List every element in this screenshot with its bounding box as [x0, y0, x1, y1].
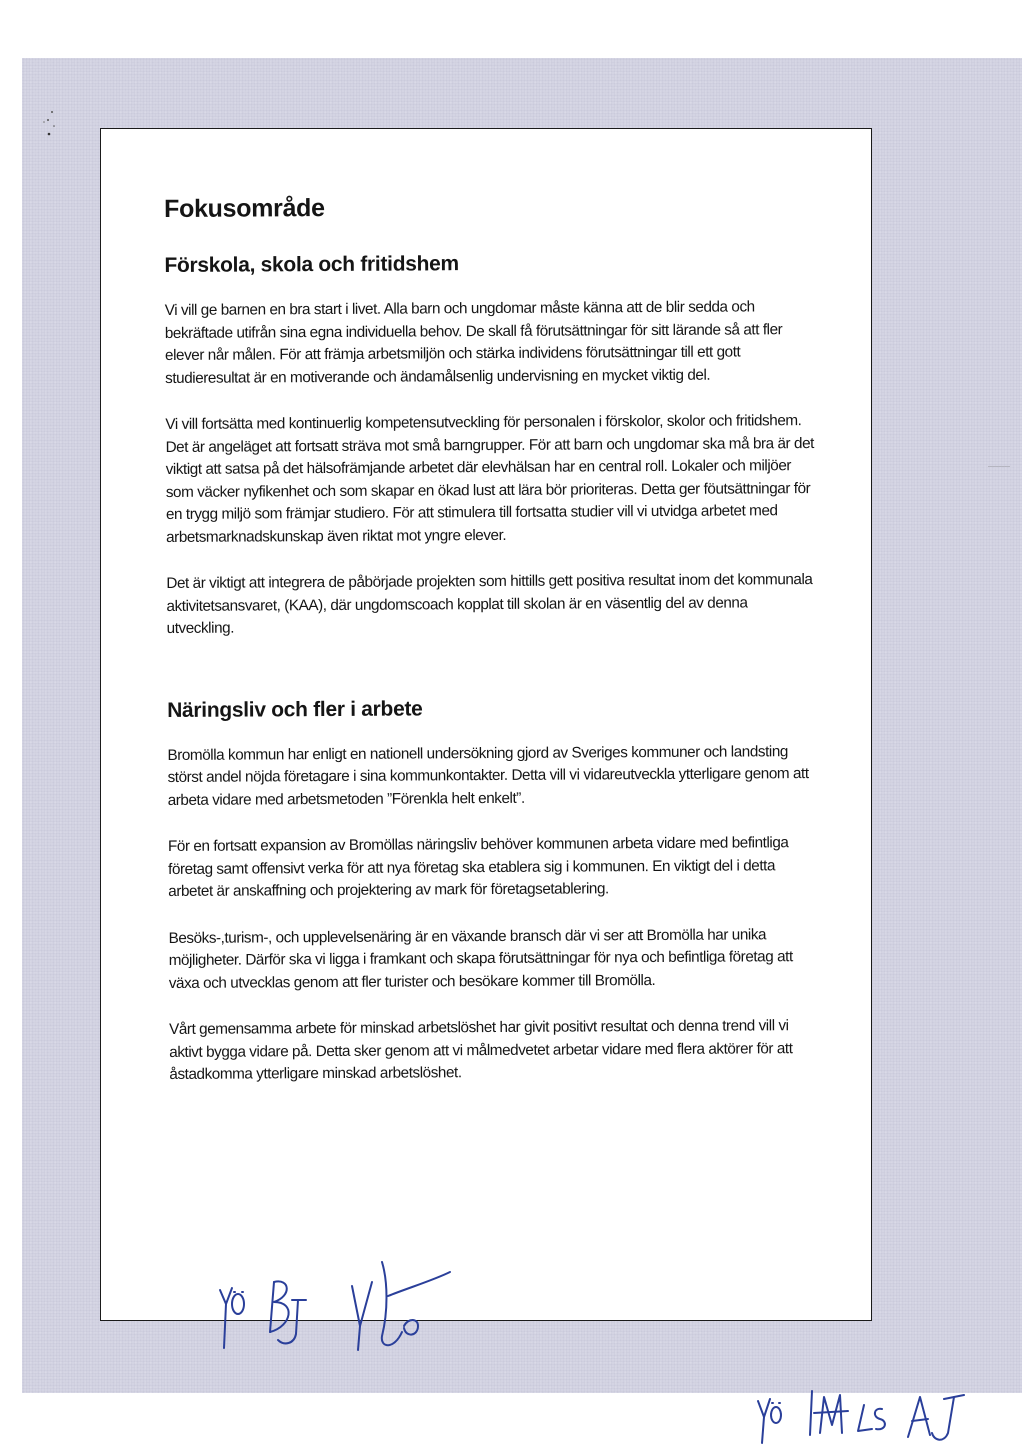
scan-speck: [38, 108, 58, 138]
document-content: [164, 191, 819, 1086]
section-heading-forskola: Förskola, skola och fritidshem: [164, 252, 459, 277]
paragraph: Det är viktigt att integrera de påbörjade projekten som hittills gett positiva resultat inom det kommunala aktivitetsansvaret, (KAA), där ungdomscoach kopplat till skolan är en väsentlig del av denna utveckling.: [166, 571, 813, 637]
paragraph: Besöks-,turism-, och upplevelsenäring är en växande bransch där vi ser att Bromölla har unika möjligheter. Därför ska vi ligga i framkant och skapa förutsättningar för nya och befintliga företag att växa och utvecklas genom att fler turister och besökare kommer till Bromölla.: [168, 925, 793, 992]
scan-edge-mark: [988, 466, 1010, 467]
paragraph: Vårt gemensamma arbete för minskad arbetslöshet har givit positivt resultat och denna trend vill vi aktivt bygga vidare på. Detta sker genom att vi målmedvetet arbetar vidare med flera aktörer för att åstadkomma ytterligare minskad arbetslöshet.: [169, 1017, 793, 1083]
paragraph: Vi vill fortsätta med kontinuerlig kompetensutveckling för personalen i förskolor, skolor och fritidshem. Det är angeläget att fortsatt sträva mot små barngrupper. För att barn och ungdomar ska må bra är det viktigt att satsa på det hälsofrämjande arbetet där elevhälsan har en central roll. Lokaler och miljöer som väcker nyfikenhet och som skapar en ökad lust att lära bör prioriteras. Detta ger föutsättningar för en trygg miljö som främjar studiero. För att stimulera till fortsatta studier vill vi utvidga arbetet med arbetsmarknadskunskap även riktat mot yngre elever.: [165, 412, 814, 546]
handwritten-margin-initials: [758, 1385, 978, 1445]
handwritten-signatures: [212, 1252, 452, 1352]
paragraph: Bromölla kommun har enligt en nationell undersökning gjord av Sveriges kommuner och landsting störst andel nöjda företagare i sina kommunkontakter. Detta vill vi vidareutveckla ytterligare genom att arbeta vidare med arbetsmetoden ”Förenkla helt enkelt”.: [167, 742, 809, 809]
document-title: Fokusområde: [164, 194, 325, 223]
paragraph: För en fortsatt expansion av Bromöllas näringsliv behöver kommunen arbeta vidare med befintliga företag samt offensivt verka för att nya företag ska etablera sig i kommunen. En viktigt del i detta arbetet är anskaffning och projektering av mark för företagsetablering.: [167, 834, 789, 900]
section-heading-naringsliv: Näringsliv och fler i arbete: [167, 696, 423, 722]
paragraph: Vi vill ge barnen en bra start i livet. Alla barn och ungdomar måste känna att de blir sedda och bekräftade utifrån sina egna individuella behov. De skall få förutsättningar för sitt lärande så att fler elever når målen. För att främja arbetsmiljön och stärka individens förutsättningar till ett gott studieresultat är en motiverande och ändamålsenlig undervisning en mycket viktig del.: [164, 298, 783, 387]
